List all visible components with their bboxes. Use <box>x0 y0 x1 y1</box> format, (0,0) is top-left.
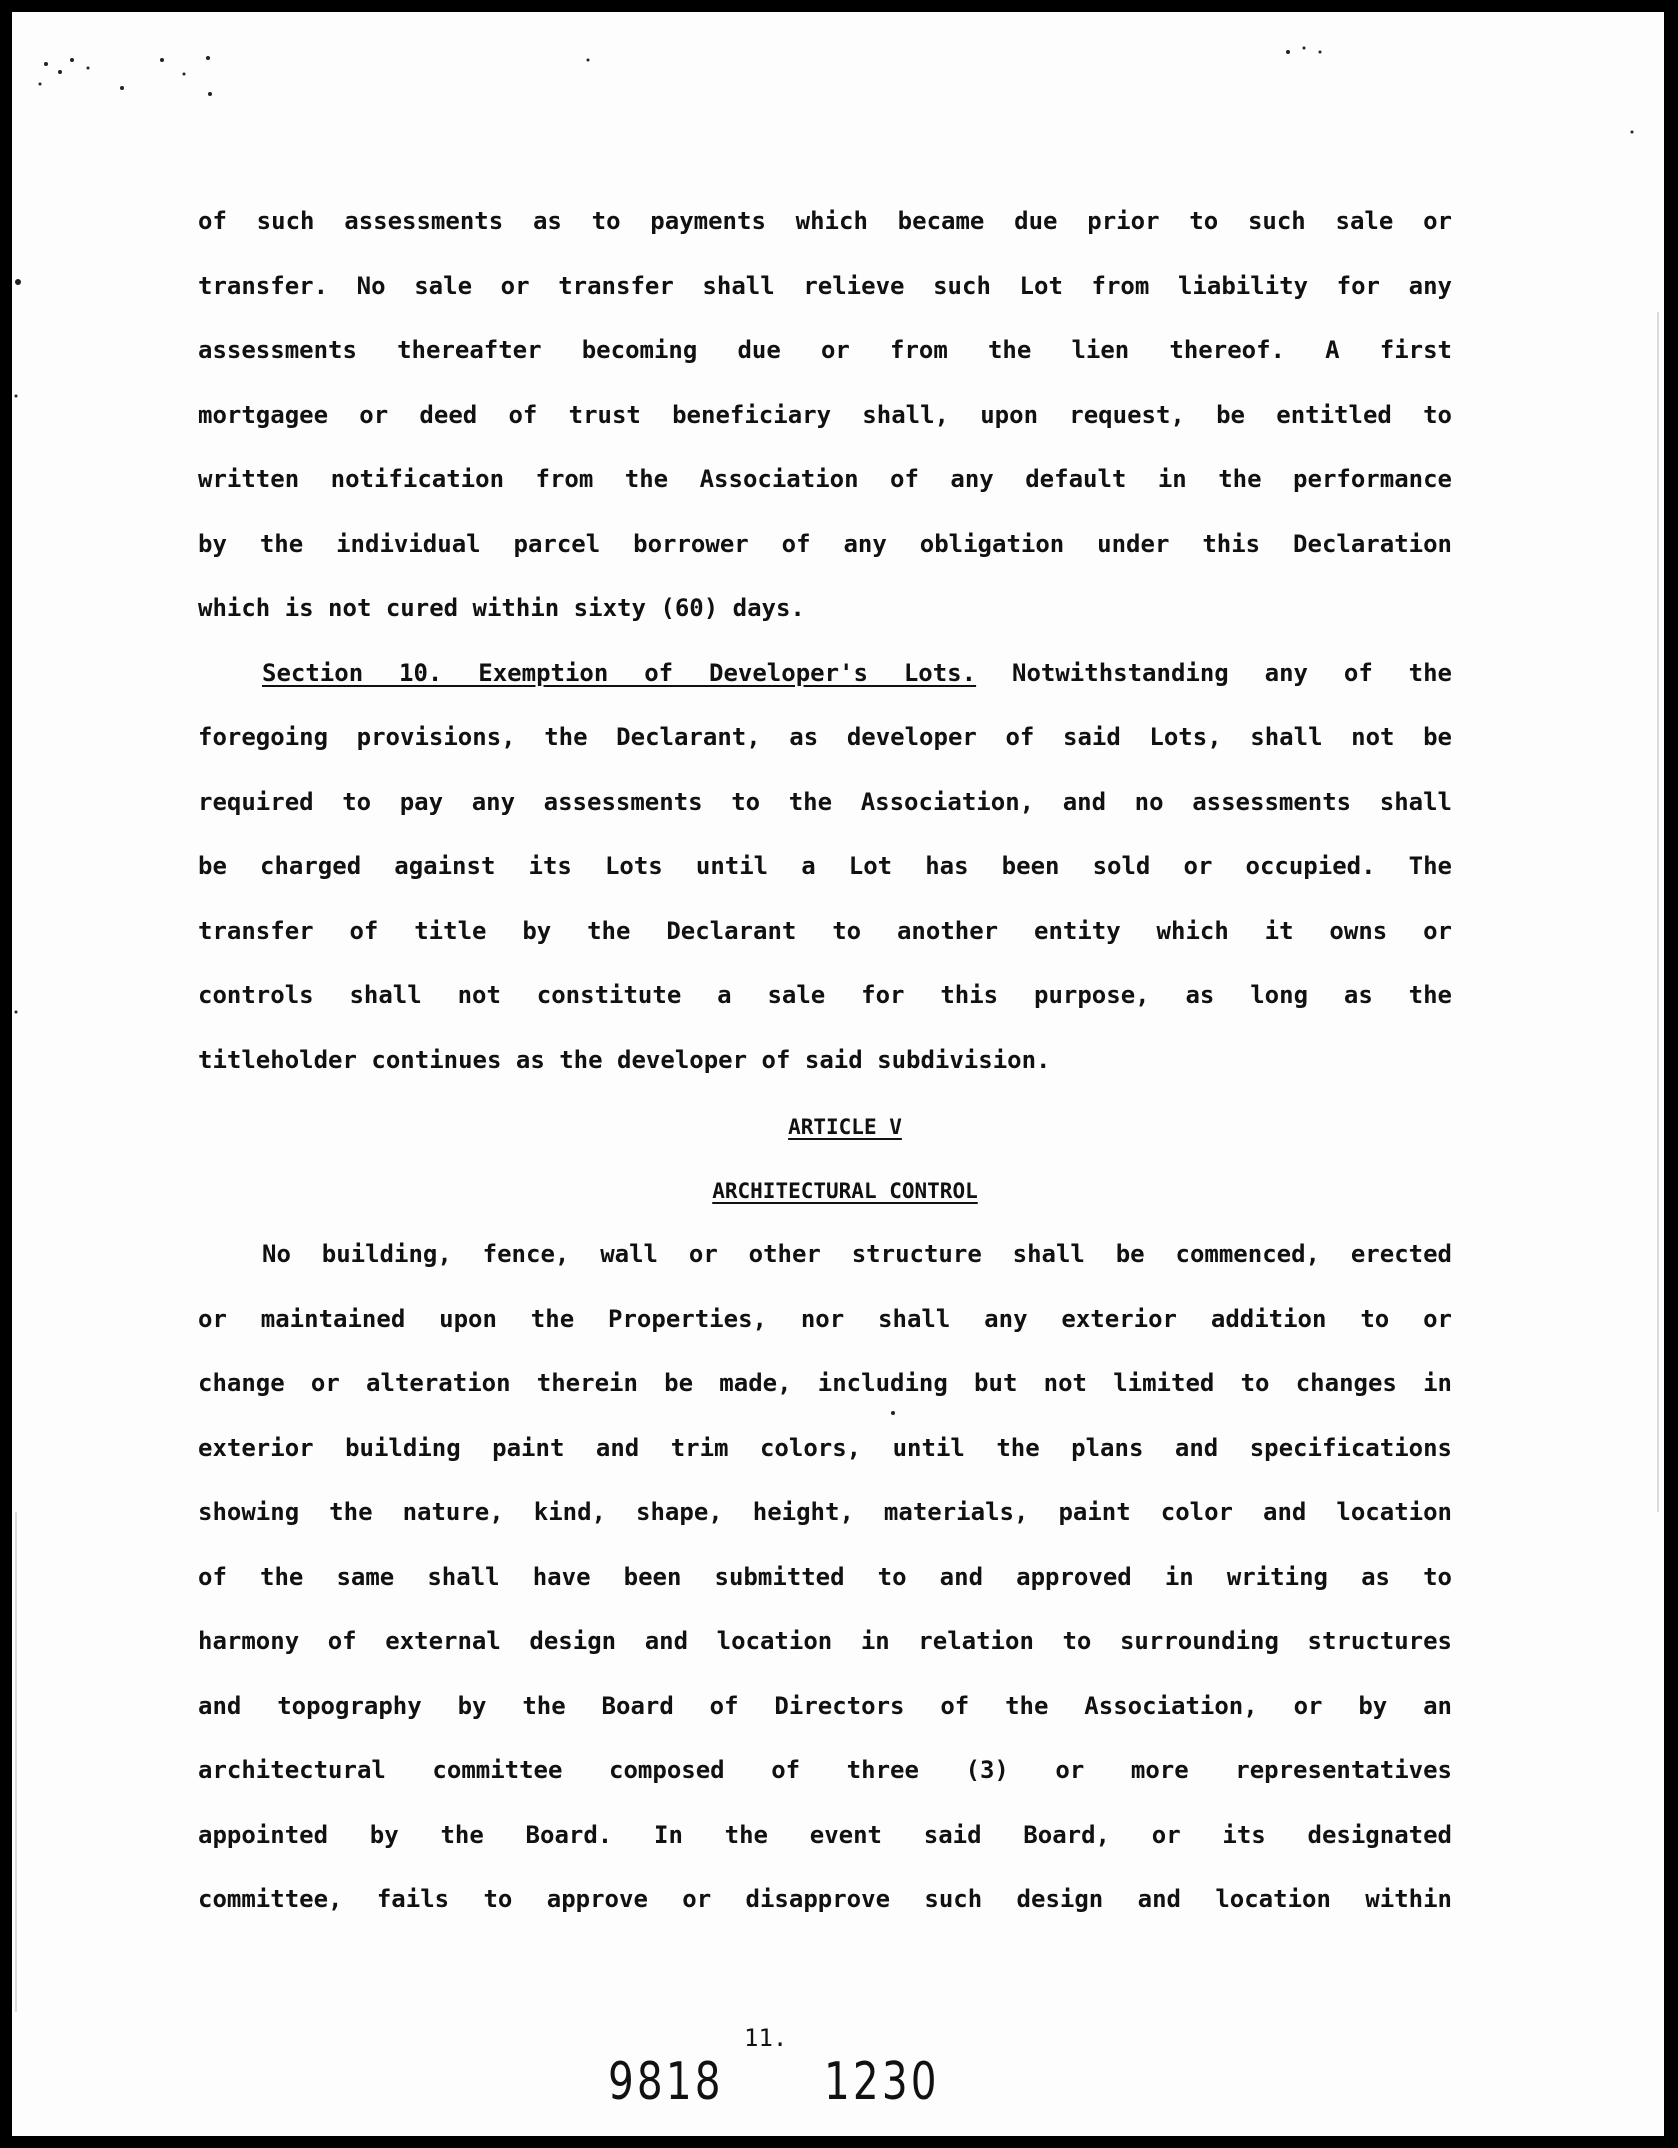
text-line: controls shall not constitute a sale for this purpose, as long as the <box>198 981 1452 1009</box>
text-line: change or alteration therein be made, including but not limited to changes in <box>198 1369 1452 1397</box>
text-line: transfer of title by the Declarant to another entity which it owns or <box>198 917 1452 945</box>
text-line: which is not cured within sixty (60) days. <box>198 594 805 622</box>
article-title: ARCHITECTURAL CONTROL <box>712 1179 978 1203</box>
text-line: of such assessments as to payments which became due prior to such sale or <box>198 207 1452 235</box>
text-line: written notification from the Association of any default in the performance <box>198 465 1452 493</box>
text-line: appointed by the Board. In the event said Board, or its designated <box>198 1821 1452 1849</box>
text-line: or maintained upon the Properties, nor shall any exterior addition to or <box>198 1305 1452 1333</box>
text-line: harmony of external design and location in relation to surrounding structures <box>198 1627 1452 1655</box>
text-span: Notwithstanding any of the <box>1012 659 1453 687</box>
text-line: architectural committee composed of three (3) or more representatives <box>198 1756 1452 1784</box>
text-line: showing the nature, kind, shape, height, materials, paint color and location <box>198 1498 1452 1526</box>
text-line: be charged against its Lots until a Lot has been sold or occupied. The <box>198 852 1452 880</box>
document-stamp-number: 9818 <box>608 2052 724 2112</box>
text-line: and topography by the Board of Directors of the Association, or by an <box>198 1692 1452 1720</box>
text-line: of the same shall have been submitted to and approved in writing as to <box>198 1563 1452 1591</box>
text-line: mortgagee or deed of trust beneficiary shall, upon request, be entitled to <box>198 401 1452 429</box>
document-stamp-number: 1230 <box>824 2052 940 2112</box>
text-line: titleholder continues as the developer of said subdivision. <box>198 1046 1051 1074</box>
text-line: committee, fails to approve or disapprove such design and location within <box>198 1885 1452 1913</box>
text-line: transfer. No sale or transfer shall relieve such Lot from liability for any <box>198 272 1452 300</box>
text-line: assessments thereafter becoming due or from the lien thereof. A first <box>198 336 1452 364</box>
text-line: foregoing provisions, the Declarant, as developer of said Lots, shall not be <box>198 723 1452 751</box>
article-number: ARTICLE V <box>788 1115 902 1139</box>
text-line: exterior building paint and trim colors, until the plans and specifications <box>198 1434 1452 1462</box>
section-10-first-line <box>262 658 1452 688</box>
text-line: required to pay any assessments to the Association, and no assessments shall <box>198 788 1452 816</box>
page-number: 11. <box>744 2024 788 2052</box>
section-10-heading: Section 10. Exemption of Developer's Lots. <box>262 659 977 687</box>
text-line: by the individual parcel borrower of any obligation under this Declaration <box>198 530 1452 558</box>
document-page <box>12 12 1664 2136</box>
text-line: No building, fence, wall or other structure shall be commenced, erected <box>262 1240 1452 1268</box>
